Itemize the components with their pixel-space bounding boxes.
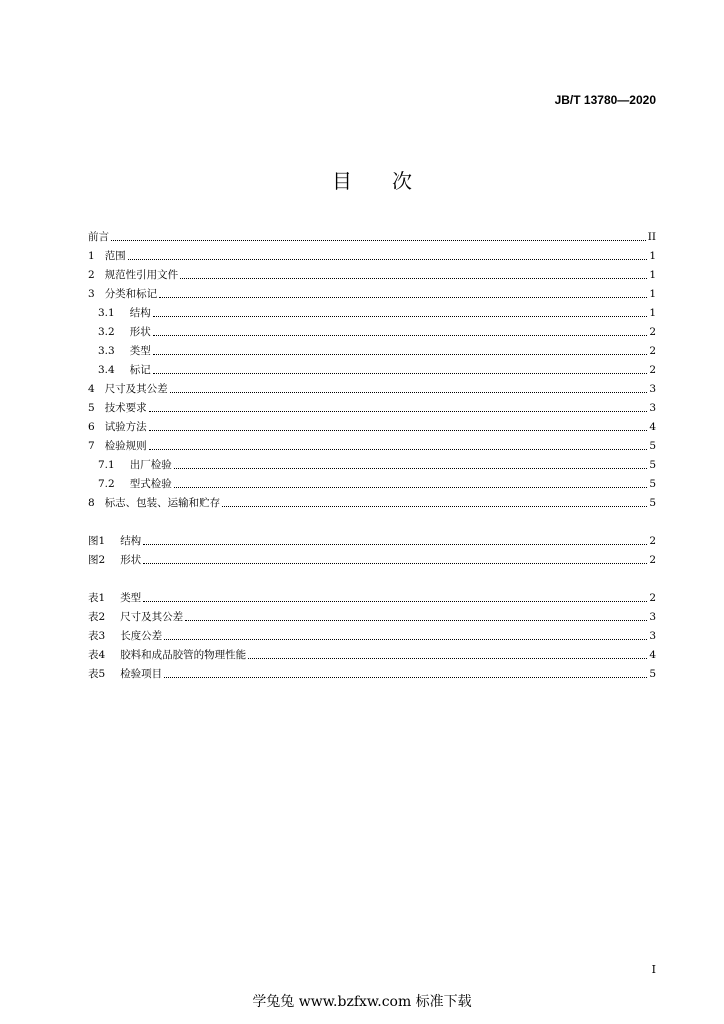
toc-entry-page: 1 — [649, 288, 656, 300]
dot-leader — [153, 354, 648, 355]
toc-entry-page: 3 — [649, 630, 656, 642]
dot-leader — [248, 658, 647, 659]
toc-entry-number: 5 — [88, 402, 95, 414]
toc-section-entry — [88, 437, 656, 456]
dot-leader — [149, 411, 648, 412]
toc-entry-page: 2 — [649, 345, 656, 357]
toc-entry-page: 2 — [649, 535, 656, 547]
toc-entry-page: 2 — [649, 364, 656, 376]
toc-entry-label: 尺寸及其公差 — [120, 611, 184, 623]
toc-entry-label: 类型 — [120, 592, 142, 604]
toc-entry-number: 表4 — [88, 649, 106, 661]
toc-entry-label: 形状 — [129, 326, 151, 338]
standard-number: JB/T 13780—2020 — [554, 93, 656, 107]
toc-section-entry — [88, 304, 656, 323]
dot-leader — [185, 620, 647, 621]
toc-entry-label: 结构 — [129, 307, 151, 319]
toc-entry-page: 5 — [649, 668, 656, 680]
toc-entry-page: 1 — [649, 250, 656, 262]
table-of-contents — [88, 228, 656, 684]
toc-table-entry — [88, 608, 656, 627]
toc-entry-label: 前言 — [88, 231, 109, 243]
toc-figures-group — [88, 532, 656, 570]
toc-section-entry — [88, 418, 656, 437]
toc-entry-label: 型式检验 — [129, 478, 172, 490]
dot-leader — [174, 487, 648, 488]
toc-entry-number: 3.2 — [98, 326, 115, 338]
toc-entry-page: 2 — [649, 592, 656, 604]
toc-tables-group — [88, 589, 656, 684]
toc-figure-entry — [88, 532, 656, 551]
toc-entry-label: 出厂检验 — [129, 459, 172, 471]
toc-table-entry — [88, 589, 656, 608]
toc-entry-page: 5 — [649, 478, 656, 490]
toc-entry-page: 3 — [649, 611, 656, 623]
toc-section-entry — [88, 342, 656, 361]
toc-entry-page: 5 — [649, 440, 656, 452]
dot-leader — [111, 240, 646, 241]
toc-entry-page: II — [647, 231, 656, 243]
toc-entry-page: 2 — [649, 326, 656, 338]
toc-entry-label: 尺寸及其公差 — [104, 383, 168, 395]
toc-table-entry — [88, 665, 656, 684]
toc-entry-number: 3.4 — [98, 364, 115, 376]
toc-entry-number: 7 — [88, 440, 95, 452]
dot-leader — [180, 278, 647, 279]
toc-entry-page: 5 — [649, 459, 656, 471]
toc-entry-number: 6 — [88, 421, 95, 433]
toc-entry-label: 标志、包装、运输和贮存 — [104, 497, 221, 509]
dot-leader — [143, 563, 647, 564]
toc-section-entry — [88, 323, 656, 342]
dot-leader — [149, 449, 648, 450]
toc-entry-page: 4 — [649, 649, 656, 661]
toc-entry-number: 图2 — [88, 554, 106, 566]
dot-leader — [128, 259, 648, 260]
toc-entry-label: 胶料和成品胶管的物理性能 — [120, 649, 247, 661]
toc-entry-label: 检验规则 — [104, 440, 147, 452]
toc-section-entry — [88, 361, 656, 380]
dot-leader — [149, 430, 648, 431]
toc-entry-number: 3.1 — [98, 307, 115, 319]
toc-entry-page: 3 — [649, 402, 656, 414]
toc-entry-number: 8 — [88, 497, 95, 509]
page-number: I — [651, 963, 656, 976]
toc-entry-page: 3 — [649, 383, 656, 395]
toc-section-entry — [88, 266, 656, 285]
toc-entry-number: 3 — [88, 288, 95, 300]
toc-entry-label: 标记 — [129, 364, 151, 376]
toc-entry-label: 长度公差 — [120, 630, 163, 642]
toc-section-entry — [88, 475, 656, 494]
dot-leader — [143, 544, 647, 545]
toc-entry-page: 4 — [649, 421, 656, 433]
toc-section-entry — [88, 380, 656, 399]
toc-entry-number: 图1 — [88, 535, 106, 547]
dot-leader — [153, 316, 648, 317]
toc-entry-page: 1 — [649, 269, 656, 281]
toc-entry-number: 7.2 — [98, 478, 115, 490]
dot-leader — [164, 677, 647, 678]
dot-leader — [159, 297, 647, 298]
toc-entry-label: 分类和标记 — [104, 288, 158, 300]
toc-entry-number: 2 — [88, 269, 95, 281]
toc-entry-label: 规范性引用文件 — [104, 269, 179, 281]
dot-leader — [143, 601, 647, 602]
toc-entry-number: 表3 — [88, 630, 106, 642]
page-title: 目 次 — [332, 169, 412, 193]
toc-table-entry — [88, 646, 656, 665]
toc-figure-entry — [88, 551, 656, 570]
toc-section-entry — [88, 247, 656, 266]
dot-leader — [164, 639, 647, 640]
toc-section-entry — [88, 228, 656, 247]
toc-entry-page: 2 — [649, 554, 656, 566]
toc-sections-group — [88, 228, 656, 513]
toc-entry-number: 表5 — [88, 668, 106, 680]
toc-section-entry — [88, 494, 656, 513]
toc-entry-number: 7.1 — [98, 459, 115, 471]
toc-entry-page: 1 — [649, 307, 656, 319]
toc-entry-label: 技术要求 — [104, 402, 147, 414]
toc-entry-number: 1 — [88, 250, 95, 262]
toc-entry-number: 表1 — [88, 592, 106, 604]
toc-entry-label: 类型 — [129, 345, 151, 357]
toc-table-entry — [88, 627, 656, 646]
dot-leader — [153, 373, 648, 374]
toc-entry-label: 检验项目 — [120, 668, 163, 680]
toc-entry-label: 范围 — [104, 250, 126, 262]
toc-entry-number: 4 — [88, 383, 95, 395]
toc-section-entry — [88, 456, 656, 475]
toc-entry-number: 表2 — [88, 611, 106, 623]
dot-leader — [222, 506, 647, 507]
toc-entry-label: 试验方法 — [104, 421, 147, 433]
dot-leader — [170, 392, 648, 393]
dot-leader — [174, 468, 648, 469]
toc-entry-number: 3.3 — [98, 345, 115, 357]
toc-section-entry — [88, 285, 656, 304]
toc-section-entry — [88, 399, 656, 418]
toc-entry-page: 5 — [649, 497, 656, 509]
watermark-text: 学兔兔 www.bzfxw.com 标准下载 — [252, 994, 472, 1010]
toc-entry-label: 结构 — [120, 535, 142, 547]
dot-leader — [153, 335, 648, 336]
toc-entry-label: 形状 — [120, 554, 142, 566]
